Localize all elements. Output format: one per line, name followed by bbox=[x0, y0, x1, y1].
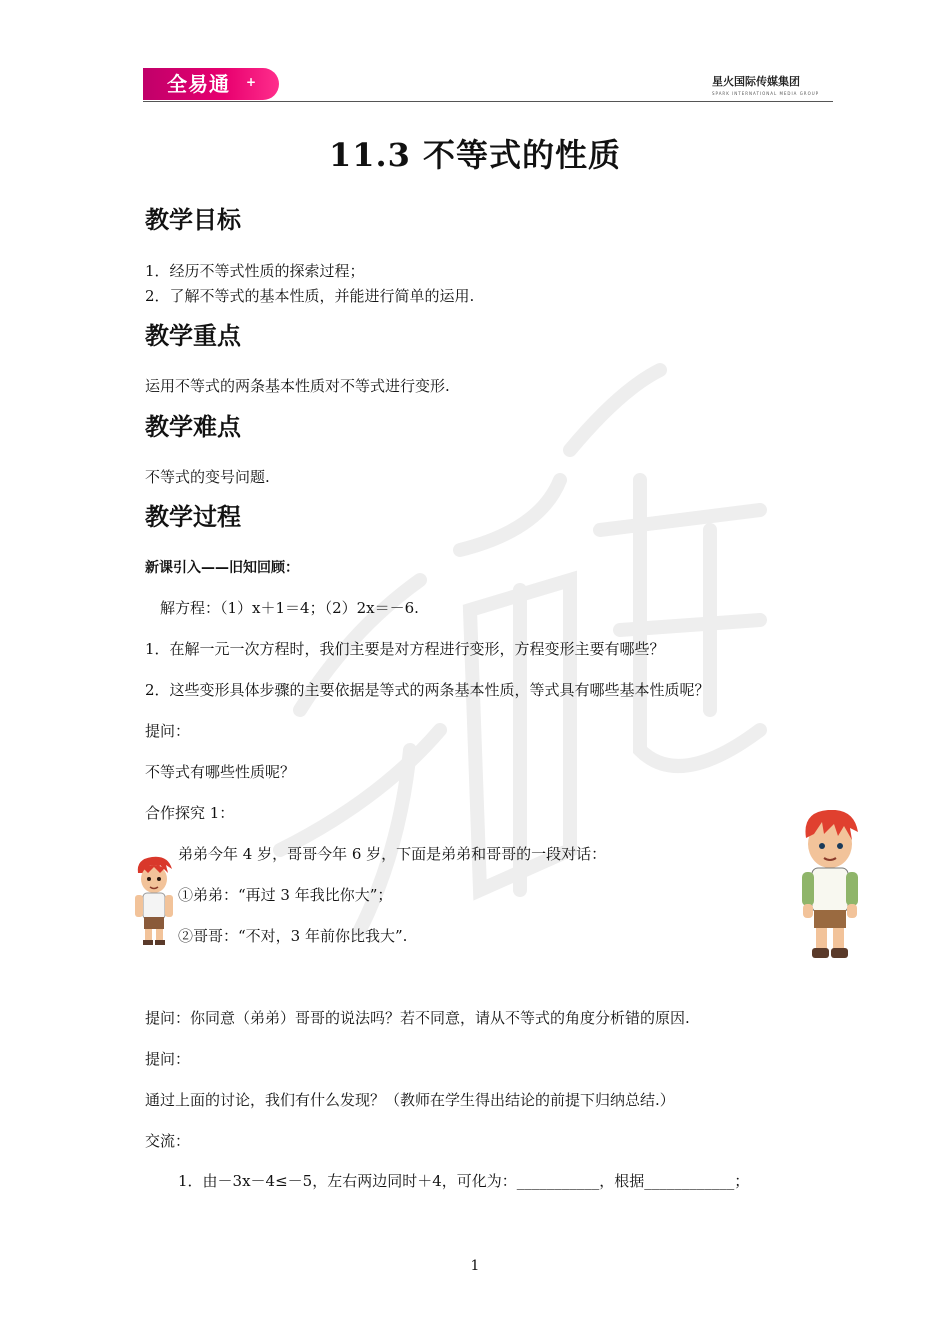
difficulty-text: 不等式的变号问题. bbox=[145, 468, 270, 486]
brand-subtitle: SPARK INTERNATIONAL MEDIA GROUP bbox=[712, 91, 820, 96]
exercise-1: 1．由－3x－4≤－5，左右两边同时＋4，可化为：___________，根据____________； bbox=[178, 1172, 750, 1190]
goals-heading: 教学目标 bbox=[145, 206, 241, 234]
dialog-line: ①弟弟：“再过 3 年我比你大”； bbox=[178, 886, 393, 904]
equation-text: 解方程：（1）x＋1＝4；（2）2x＝－6. bbox=[160, 599, 419, 617]
logo-star-icon: + bbox=[245, 75, 257, 89]
key-heading: 教学重点 bbox=[145, 322, 241, 350]
older-brother-illustration bbox=[794, 810, 866, 962]
coop-label: 合作探究 1： bbox=[145, 804, 235, 822]
exchange-label: 交流： bbox=[145, 1132, 191, 1150]
key-text: 运用不等式的两条基本性质对不等式进行变形. bbox=[145, 377, 450, 395]
goal-item: 2．了解不等式的基本性质，并能进行简单的运用. bbox=[145, 287, 475, 305]
brand-name bbox=[712, 73, 832, 96]
header-rule bbox=[143, 101, 833, 102]
goal-item: 1．经历不等式性质的探索过程； bbox=[145, 262, 365, 280]
question-2: 2．这些变形具体步骤的主要依据是等式的两条基本性质，等式具有哪些基本性质呢？ bbox=[145, 681, 710, 699]
dialog-line: ②哥哥：“不对，3 年前你比我大”. bbox=[178, 927, 408, 945]
question-1: 1．在解一元一次方程时，我们主要是对方程进行变形，方程变形主要有哪些？ bbox=[145, 640, 665, 658]
logo-text: 全易通 bbox=[167, 72, 230, 96]
difficulty-heading: 教学难点 bbox=[145, 413, 241, 441]
page-number: 1 bbox=[470, 1258, 480, 1274]
ask-label: 提问： bbox=[145, 1050, 191, 1068]
ask-label: 提问： bbox=[145, 722, 191, 740]
intro-label: 新课引入——旧知回顾： bbox=[145, 560, 299, 576]
ask-text: 不等式有哪些性质呢？ bbox=[145, 763, 296, 781]
process-heading: 教学过程 bbox=[145, 503, 241, 531]
dialog-intro: 弟弟今年 4 岁，哥哥今年 6 岁，下面是弟弟和哥哥的一段对话： bbox=[178, 845, 607, 863]
page-title: 11.3 不等式的性质 bbox=[328, 136, 622, 174]
logo bbox=[143, 68, 279, 100]
younger-brother-illustration bbox=[130, 855, 178, 947]
ask-question: 提问：你同意（弟弟）哥哥的说法吗？若不同意，请从不等式的角度分析错的原因. bbox=[145, 1009, 690, 1027]
brand-title: 星火国际传媒集团 bbox=[712, 75, 800, 88]
discuss-text: 通过上面的讨论，我们有什么发现？（教师在学生得出结论的前提下归纳总结.） bbox=[145, 1091, 675, 1109]
